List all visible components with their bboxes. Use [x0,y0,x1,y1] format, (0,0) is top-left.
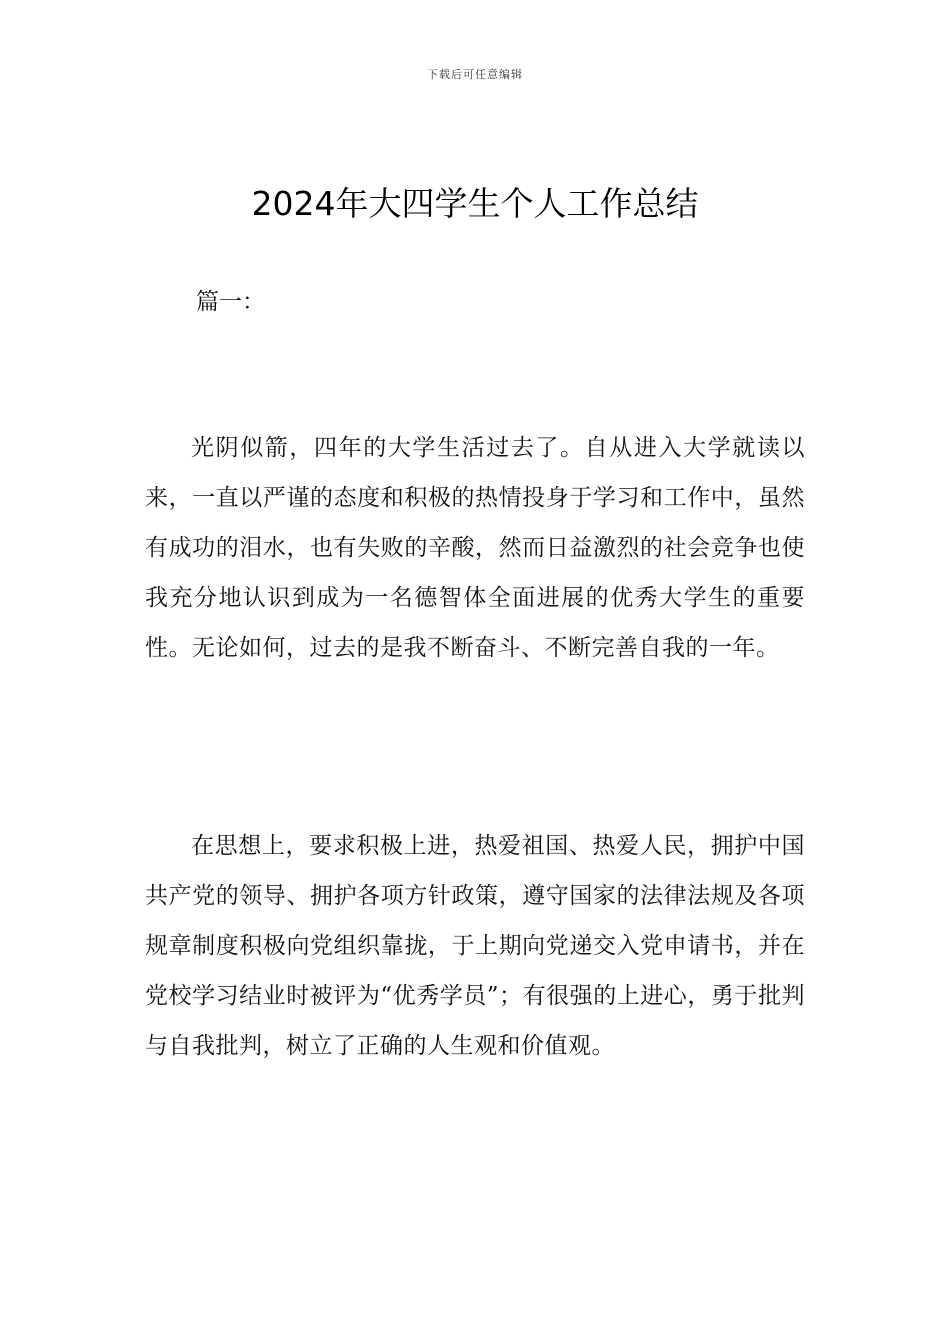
header-note: 下载后可任意编辑 [427,68,523,81]
body-paragraph-2: 在思想上，要求积极上进，热爱祖国、热爱人民，拥护中国共产党的领导、拥护各项方针政策，遵守国家的法律法规及各项规章制度积极向党组织靠拢，于上期向党递交入党申请书，并在党校学习结业时被评为“优秀学员”；有很强的上进心，勇于批判与自我批判，树立了正确的人生观和价值观。 [145,833,805,1059]
body-paragraph-1: 光阴似箭，四年的大学生活过去了。自从进入大学就读以来，一直以严谨的态度和积极的热情投身于学习和工作中，虽然有成功的泪水，也有失败的辛酸，然而日益激烈的社会竞争也使我充分地认识到成为一名德智体全面进展的优秀大学生的重要性。无论如何，过去的是我不断奋斗、不断完善自我的一年。 [145,435,805,661]
section-label: 篇一： [196,289,265,315]
document-title: 2024年大四学生个人工作总结 [251,184,699,223]
